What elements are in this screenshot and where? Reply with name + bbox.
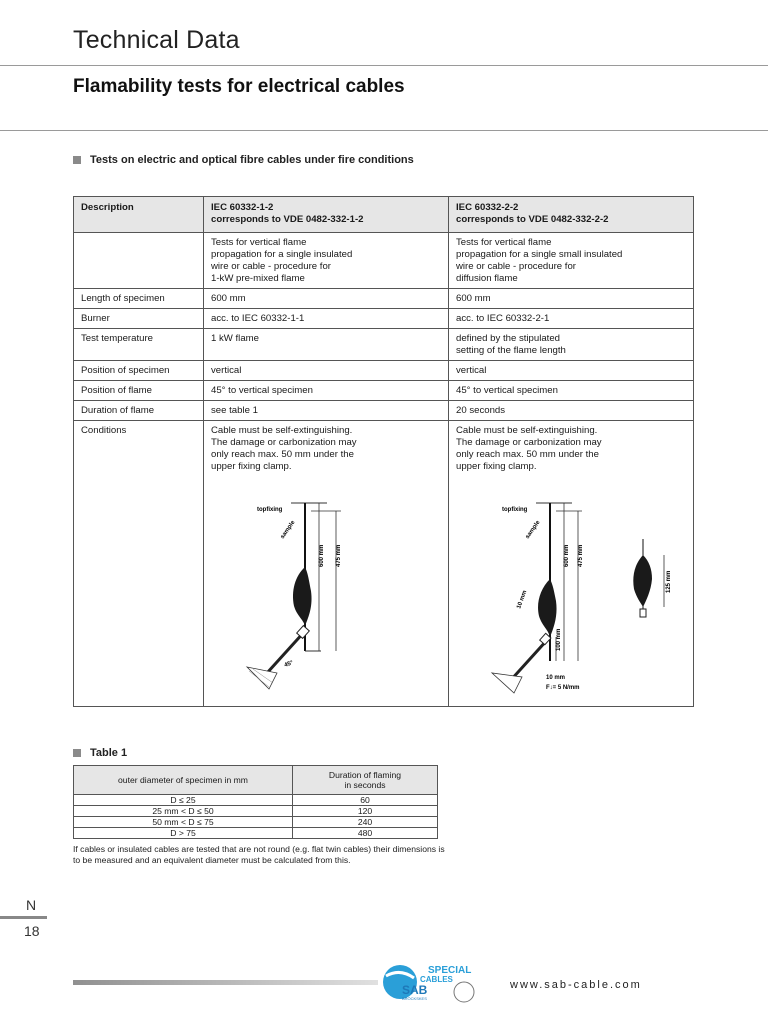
header-line: Duration of flaming [328, 770, 402, 780]
cell-line: Cable must be self-extinguishing. [211, 425, 353, 436]
header-description: Description [74, 197, 204, 233]
table1-header-diameter: outer diameter of specimen in mm [74, 766, 293, 795]
row-cell-iec-1-2: see table 1 [204, 401, 449, 421]
dim-600-label: 600 mm [319, 544, 325, 567]
table-row [74, 361, 694, 381]
footer-url[interactable]: www.sab-cable.com [510, 979, 642, 991]
row-cell-iec-1-2: 1 kW flame [204, 329, 449, 361]
header-iec-2-2 [449, 197, 694, 233]
section-letter: N [26, 897, 37, 913]
row-label: Position of specimen [74, 361, 204, 381]
table1-heading-text: Table 1 [90, 747, 128, 759]
diameter-cell: 25 mm < D ≤ 50 [74, 806, 293, 817]
row-cell-iec-2-2: vertical [449, 361, 694, 381]
row-cell-iec-1-2 [204, 233, 449, 289]
topfixing-label: topfixing [257, 507, 283, 513]
diffusion-flame-test-diagram [456, 481, 686, 703]
table-row [74, 401, 694, 421]
cell-line: wire or cable - procedure for [456, 261, 576, 272]
diameter-cell: 50 mm < D ≤ 75 [74, 817, 293, 828]
topfixing-label: topfixing [502, 507, 528, 513]
duration-cell: 240 [293, 817, 438, 828]
table-row [74, 329, 694, 361]
row-cell-iec-1-2: 600 mm [204, 289, 449, 309]
row-label: Test temperature [74, 329, 204, 361]
cell-line: 1-kW pre-mixed flame [211, 273, 305, 284]
row-cell-iec-1-2 [204, 421, 449, 707]
dim-125-label: 125 mm [666, 570, 672, 593]
cell-line: The damage or carbonization may [211, 437, 357, 448]
header-iec-1-2 [204, 197, 449, 233]
table1-header-duration [293, 766, 438, 795]
page-number: 18 [24, 923, 40, 939]
test-comparison-table [73, 196, 694, 707]
header-iec-1-2-line2: corresponds to VDE 0482-332-1-2 [211, 214, 364, 225]
section-heading [73, 154, 414, 166]
row-cell-iec-2-2: 45° to vertical specimen [449, 381, 694, 401]
table-row [74, 233, 694, 289]
row-label [74, 233, 204, 289]
header-rule [0, 65, 768, 66]
cell-line: Tests for vertical flame [211, 237, 307, 248]
burner-base [492, 673, 522, 693]
cell-line: diffusion flame [456, 273, 518, 284]
cell-line: propagation for a single small insulated [456, 249, 623, 260]
row-cell-iec-1-2: 45° to vertical specimen [204, 381, 449, 401]
row-cell-iec-1-2: vertical [204, 361, 449, 381]
dim-475-label: 475 mm [578, 544, 584, 567]
dim-100-label: 100 mm [556, 628, 562, 651]
footer-gradient-bar [73, 980, 378, 985]
cell-line: defined by the stipulated [456, 333, 561, 344]
flame-shape [293, 567, 312, 626]
row-cell-iec-2-2 [449, 421, 694, 707]
logo-sab-text: SAB [402, 983, 428, 997]
table1-header-row [74, 766, 438, 795]
row-cell-iec-2-2: acc. to IEC 60332-2-1 [449, 309, 694, 329]
table-row [74, 795, 438, 806]
duration-cell: 480 [293, 828, 438, 839]
row-cell-iec-2-2: 600 mm [449, 289, 694, 309]
table1-footnote: If cables or insulated cables are tested that are not round (e.g. flat twin cables) their dimensions is to be measured and an equivalent diameter must be calculated from this. [73, 844, 445, 865]
table-row [74, 289, 694, 309]
logo-seal-icon [454, 982, 474, 1002]
burner-tube [510, 639, 548, 681]
dim-475-label: 475 mm [336, 544, 342, 567]
row-cell-iec-2-2 [449, 329, 694, 361]
page-subtitle: Flamability tests for electrical cables [73, 76, 405, 97]
table-row [74, 309, 694, 329]
logo-cables-text: CABLES [420, 975, 453, 984]
burner-base [247, 667, 277, 689]
cell-line: Cable must be self-extinguishing. [456, 425, 598, 436]
subtitle-rule [0, 130, 768, 131]
diameter-cell: D ≤ 25 [74, 795, 293, 806]
bullet-square-icon [73, 749, 81, 757]
premixed-flame-test-diagram [211, 481, 441, 703]
detail-nozzle [640, 609, 646, 617]
row-label: Conditions [74, 421, 204, 707]
row-label: Duration of flame [74, 401, 204, 421]
cell-line: upper fixing clamp. [211, 461, 292, 472]
duration-cell: 60 [293, 795, 438, 806]
logo-special-text: SPECIAL [428, 965, 472, 976]
table-header-row [74, 197, 694, 233]
dim-10-bottom-label: 10 mm [546, 675, 566, 681]
row-label: Length of specimen [74, 289, 204, 309]
row-cell-iec-2-2 [449, 233, 694, 289]
force-label: F↓= 5 N/mm [546, 685, 580, 691]
table1-heading [73, 747, 127, 759]
table-row [74, 806, 438, 817]
flaming-duration-table [73, 765, 438, 839]
header-line: in seconds [344, 780, 386, 790]
cell-line: upper fixing clamp. [456, 461, 537, 472]
table-row-conditions [74, 421, 694, 707]
sab-logo [380, 962, 484, 1004]
dim-600-label: 600 mm [564, 544, 570, 567]
cell-line: only reach max. 50 mm under the [211, 449, 354, 460]
duration-cell: 120 [293, 806, 438, 817]
angle-label: 45° [283, 660, 295, 669]
side-divider [0, 916, 47, 919]
cell-line: only reach max. 50 mm under the [456, 449, 599, 460]
flame-shape [538, 579, 557, 637]
header-iec-2-2-line2: corresponds to VDE 0482-332-2-2 [456, 214, 609, 225]
header-iec-1-2-line1: IEC 60332-1-2 [211, 202, 274, 213]
row-label: Position of flame [74, 381, 204, 401]
row-cell-iec-1-2: acc. to IEC 60332-1-1 [204, 309, 449, 329]
bullet-square-icon [73, 156, 81, 164]
diameter-cell: D > 75 [74, 828, 293, 839]
cell-line: wire or cable - procedure for [211, 261, 331, 272]
cell-line: Tests for vertical flame [456, 237, 552, 248]
page-title: Technical Data [73, 26, 240, 54]
detail-flame-shape [633, 555, 652, 607]
sample-label: sample [524, 519, 542, 541]
cell-line: The damage or carbonization may [456, 437, 602, 448]
row-cell-iec-2-2: 20 seconds [449, 401, 694, 421]
cell-line: setting of the flame length [456, 345, 566, 356]
section-heading-text: Tests on electric and optical fibre cables under fire conditions [90, 154, 414, 166]
cell-line: propagation for a single insulated [211, 249, 353, 260]
table-row [74, 828, 438, 839]
table-row [74, 817, 438, 828]
table-row [74, 381, 694, 401]
dim-10-label: 10 mm [516, 589, 529, 610]
header-iec-2-2-line1: IEC 60332-2-2 [456, 202, 519, 213]
row-label: Burner [74, 309, 204, 329]
sample-label: sample [279, 519, 297, 541]
logo-sub-text: BRÖCKSKES [402, 996, 427, 1001]
